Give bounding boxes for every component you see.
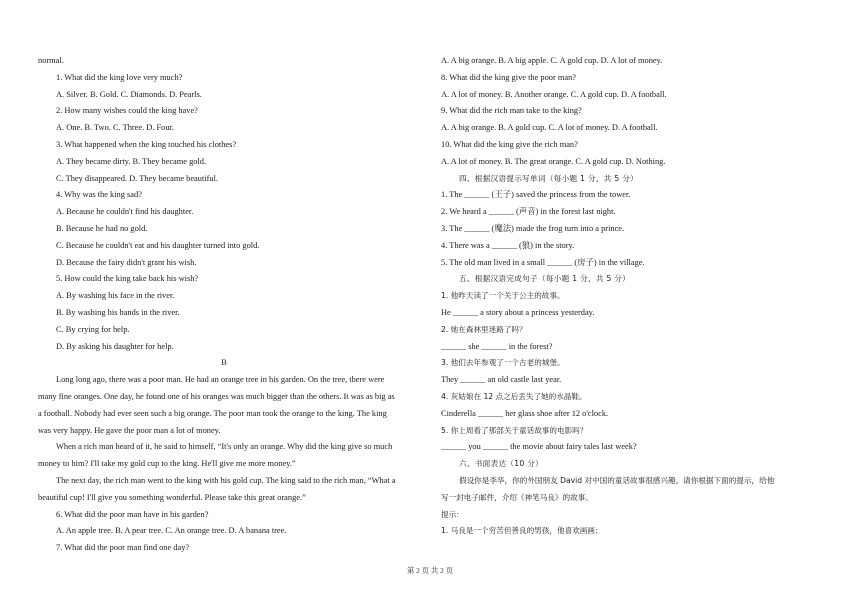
- text-line: was very happy. He gave the poor man a lot of money.: [38, 425, 221, 435]
- right-column: [441, 53, 826, 540]
- text-line: A. An apple tree. B. A pear tree. C. An orange tree. D. A banana tree.: [56, 526, 287, 536]
- text-line: A. Because he couldn't find his daughter.: [56, 207, 194, 217]
- text-line: 1. 马良是一个穷苦但善良的男孩，他喜欢画画；: [441, 526, 603, 536]
- text-line: Long long ago, there was a poor man. He had an orange tree in his garden. On the tree, there were: [56, 375, 385, 385]
- text-line: 1. The ______ (王子) saved the princess from the tower.: [441, 190, 631, 200]
- text-line: C. By crying for help.: [56, 324, 130, 334]
- text-line: A. A big orange. B. A gold cup. C. A lot of money. D. A football.: [441, 123, 658, 133]
- text-line: 4. Why was the king sad?: [56, 190, 142, 200]
- text-line: A. They became dirty. B. They became gold.: [56, 156, 207, 166]
- text-line: a football. Nobody had ever seen such a big orange. The poor man took the orange to the king. The king: [38, 408, 387, 418]
- text-line: A. By washing his face in the river.: [56, 291, 175, 301]
- text-line: C. Because he couldn't eat and his daughter turned into gold.: [56, 240, 260, 250]
- text-line: 6. What did the poor man have in his garden?: [56, 509, 209, 519]
- text-line: 假设你是李华，你的外国朋友 David 对中国的童话故事很感兴趣。请你根据下面的提示，给他: [459, 475, 775, 485]
- text-line: 3. The ______ (魔法) made the frog turn into a prince.: [441, 223, 625, 233]
- text-line: 8. What did the king give the poor man?: [441, 72, 576, 82]
- text-line: A. One. B. Two. C. Three. D. Four.: [56, 123, 174, 133]
- section-heading: 四、根据汉语提示写单词（每小题 1 分，共 5 分）: [459, 173, 638, 183]
- text-line: ______ she ______ in the forest?: [441, 341, 553, 351]
- text-line: beautiful cup! I'll give you something wonderful. Please take this great orange.”: [38, 492, 306, 502]
- text-line: D. Because the fairy didn't grant his wish.: [56, 257, 197, 267]
- text-line: A. A lot of money. B. The great orange. C. A gold cup. D. Nothing.: [441, 156, 666, 166]
- text-line: ______ you ______ the movie about fairy tales last week?: [441, 442, 637, 452]
- text-line: They ______ an old castle last year.: [441, 375, 562, 385]
- text-line: 5. The old man lived in a small ______ (房子) in the village.: [441, 257, 645, 267]
- text-line: money to him? I'll take my gold cup to the king. He'll give me more money.”: [38, 459, 296, 469]
- text-line: 7. What did the poor man find one day?: [56, 543, 190, 553]
- text-line: When a rich man heard of it, he said to himself, “It's only an orange. Why did the king give so much: [56, 442, 393, 452]
- passage-label: B: [221, 358, 227, 368]
- text-line: 3. What happened when the king touched his clothes?: [56, 139, 237, 149]
- text-line: 2. We heard a ______ (声音) in the forest last night.: [441, 207, 616, 217]
- text-line: A. Silver. B. Gold. C. Diamonds. D. Pearls.: [56, 89, 202, 99]
- text-line: 5. How could the king take back his wish?: [56, 274, 199, 284]
- text-line: 10. What did the king give the rich man?: [441, 139, 578, 149]
- text-line: 写一封电子邮件，介绍《神笔马良》的故事。: [441, 492, 593, 502]
- text-line: 5. 你上周看了那部关于童话故事的电影吗？: [441, 425, 588, 435]
- text-line: A. A lot of money. B. Another orange. C. A gold cup. D. A football.: [441, 89, 667, 99]
- text-line: 1. What did the king love very much?: [56, 72, 183, 82]
- text-line: C. They disappeared. D. They became beautiful.: [56, 173, 219, 183]
- page-footer: 第 2 页 共 2 页: [406, 566, 454, 575]
- section-heading: 六、书面表达（10 分）: [459, 459, 544, 469]
- text-line: The next day, the rich man went to the king with his gold cup. The king said to the rich man, “What a: [56, 475, 396, 485]
- text-line: A. A big orange. B. A big apple. C. A gold cup. D. A lot of money.: [441, 56, 663, 65]
- text-line: normal.: [38, 56, 64, 65]
- text-line: 3. 他们去年参观了一个古老的城堡。: [441, 358, 565, 368]
- text-line: 4. 灰姑娘在 12 点之后丢失了她的水晶鞋。: [441, 391, 587, 401]
- text-line: 2. How many wishes could the king have?: [56, 106, 198, 116]
- text-line: 提示：: [441, 509, 464, 519]
- text-line: D. By asking his daughter for help.: [56, 341, 174, 351]
- text-line: Cinderella ______ her glass shoe after 12 o'clock.: [441, 408, 609, 418]
- left-column: [38, 53, 410, 557]
- text-line: B. Because he had no gold.: [56, 223, 148, 233]
- text-line: 1. 他昨天读了一个关于公主的故事。: [441, 291, 565, 301]
- text-line: 4. There was a ______ (狼) in the story.: [441, 240, 575, 250]
- text-line: many fine oranges. One day, he found one of his oranges was much bigger than the others. It was as big as: [38, 391, 395, 401]
- text-line: 2. 她在森林里迷路了吗？: [441, 324, 527, 334]
- section-heading: 五、根据汉语完成句子（每小题 1 分，共 5 分）: [459, 274, 631, 284]
- text-line: 9. What did the rich man take to the king?: [441, 106, 582, 116]
- text-line: B. By washing his hands in the river.: [56, 307, 180, 317]
- text-line: He ______ a story about a princess yesterday.: [441, 307, 595, 317]
